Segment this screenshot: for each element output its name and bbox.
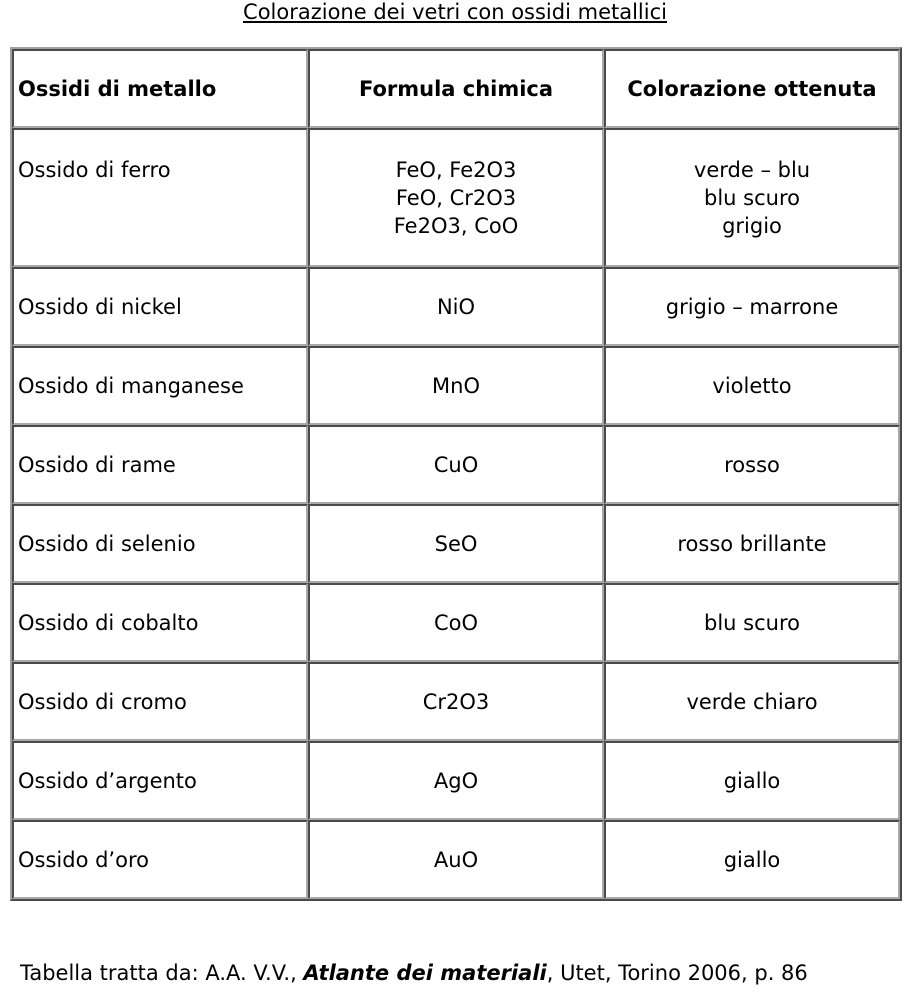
cell-formula: Cr2O3 — [308, 662, 604, 741]
cell-oxide: Ossido di manganese — [12, 346, 308, 425]
cell-color: giallo — [604, 820, 900, 899]
cell-formula — [308, 128, 604, 267]
cell-formula: SeO — [308, 504, 604, 583]
cell-color: giallo — [604, 741, 900, 820]
table-row — [12, 741, 900, 820]
cell-oxide: Ossido di cromo — [12, 662, 308, 741]
header-oxide: Ossidi di metallo — [12, 49, 308, 128]
table-row — [12, 346, 900, 425]
oxides-table — [10, 47, 902, 901]
cell-color: violetto — [604, 346, 900, 425]
cell-color: rosso brillante — [604, 504, 900, 583]
cell-color: grigio – marrone — [604, 267, 900, 346]
formula-line: Fe2O3, CoO — [393, 214, 519, 238]
cell-oxide: Ossido d’argento — [12, 741, 308, 820]
cell-color — [604, 128, 900, 267]
table-row — [12, 662, 900, 741]
caption-prefix: Tabella tratta da: A.A. V.V., — [20, 961, 304, 985]
table-row — [12, 504, 900, 583]
table-row — [12, 267, 900, 346]
cell-formula: AuO — [308, 820, 604, 899]
color-line: verde – blu — [693, 158, 811, 182]
cell-oxide: Ossido di rame — [12, 425, 308, 504]
cell-color: rosso — [604, 425, 900, 504]
caption-book-title: Atlante dei materiali — [303, 961, 547, 985]
table-row — [12, 583, 900, 662]
caption-suffix: , Utet, Torino 2006, p. 86 — [546, 961, 808, 985]
cell-formula: CuO — [308, 425, 604, 504]
header-formula: Formula chimica — [308, 49, 604, 128]
color-line: blu scuro — [704, 186, 800, 210]
cell-oxide: Ossido di selenio — [12, 504, 308, 583]
table-header-row — [12, 49, 900, 128]
cell-formula: NiO — [308, 267, 604, 346]
formula-line: FeO, Fe2O3 — [395, 158, 517, 182]
table-row — [12, 425, 900, 504]
page-title: Colorazione dei vetri con ossidi metallici — [243, 0, 667, 24]
cell-color: blu scuro — [604, 583, 900, 662]
cell-oxide: Ossido di ferro — [12, 128, 308, 267]
cell-oxide: Ossido di cobalto — [12, 583, 308, 662]
cell-color: verde chiaro — [604, 662, 900, 741]
cell-oxide: Ossido d’oro — [12, 820, 308, 899]
table-row — [12, 820, 900, 899]
cell-formula: AgO — [308, 741, 604, 820]
header-color: Colorazione ottenuta — [604, 49, 900, 128]
table-row — [12, 128, 900, 267]
source-caption — [20, 960, 808, 986]
cell-formula: MnO — [308, 346, 604, 425]
color-line: grigio — [722, 214, 782, 238]
cell-formula: CoO — [308, 583, 604, 662]
cell-oxide: Ossido di nickel — [12, 267, 308, 346]
formula-line: FeO, Cr2O3 — [395, 186, 517, 210]
